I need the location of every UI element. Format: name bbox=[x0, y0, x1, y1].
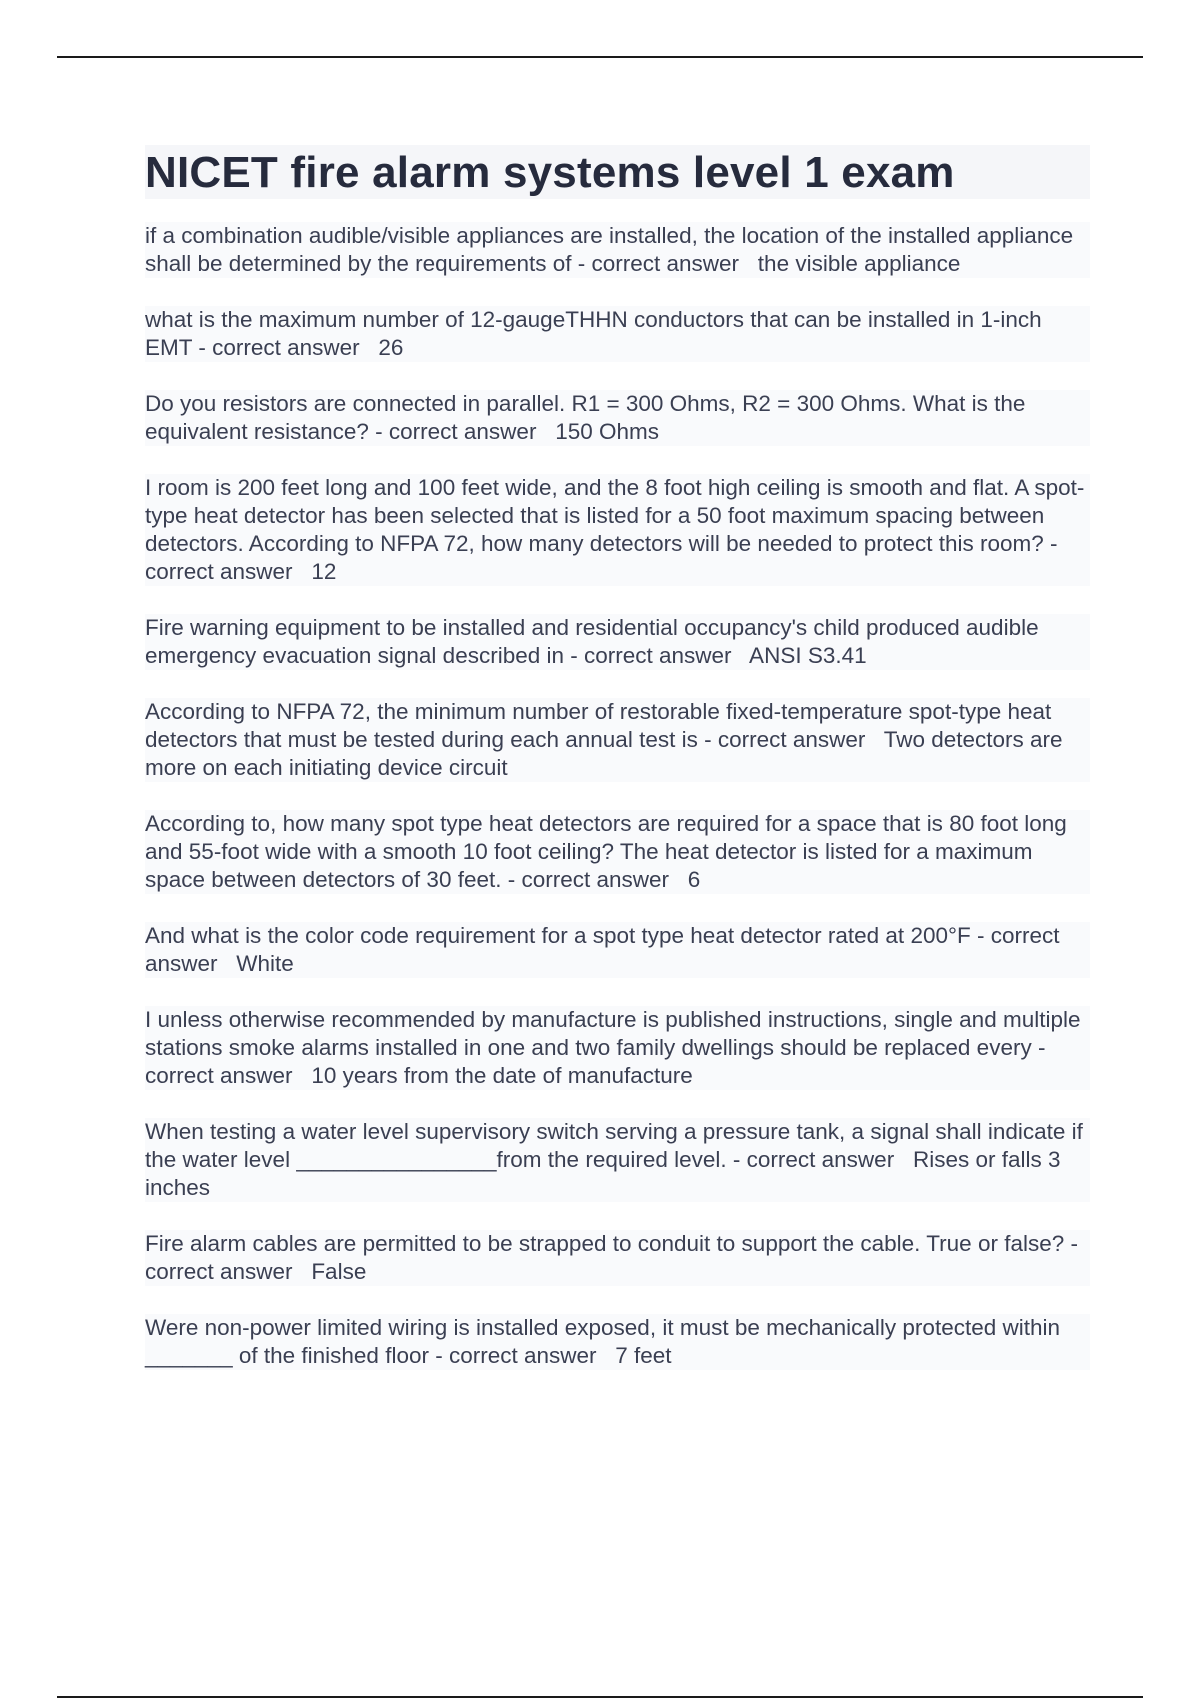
answer-text: 26 bbox=[365, 335, 404, 360]
qa-item bbox=[145, 614, 1090, 670]
answer-text: Two detectors are more on each initiating device circuit bbox=[145, 727, 1069, 780]
answer-text: 12 bbox=[298, 559, 337, 584]
question-text: According to NFPA 72, the minimum number of restorable fixed-temperature spot-type heat detectors that must be tested during each annual test is - correct answer bbox=[145, 699, 1052, 752]
qa-item bbox=[145, 810, 1090, 894]
document-body bbox=[145, 145, 1090, 1398]
qa-item bbox=[145, 306, 1090, 362]
qa-item bbox=[145, 1314, 1090, 1370]
answer-text: 7 feet bbox=[602, 1343, 672, 1368]
qa-item bbox=[145, 922, 1090, 978]
question-text: what is the maximum number of 12-gaugeTHHN conductors that can be installed in 1-inch EMT - correct answer bbox=[145, 307, 1042, 360]
answer-text: Rises or falls 3 inches bbox=[145, 1147, 1067, 1200]
question-text: I room is 200 feet long and 100 feet wide, and the 8 foot high ceiling is smooth and flat. A spot-type heat detector has been selected that is listed for a 50 foot maximum spacing between detectors. According to NFPA 72, how many detectors will be needed to protect this room? - correct answer bbox=[145, 475, 1085, 584]
question-text: Fire warning equipment to be installed and residential occupancy's child produced audible emergency evacuation signal described in - correct answer bbox=[145, 615, 1039, 668]
answer-text: 150 Ohms bbox=[542, 419, 659, 444]
answer-text: ANSI S3.41 bbox=[737, 643, 867, 668]
question-text: Do you resistors are connected in parallel. R1 = 300 Ohms, R2 = 300 Ohms. What is the equivalent resistance? - correct answer bbox=[145, 391, 1026, 444]
question-text: When testing a water level supervisory switch serving a pressure tank, a signal shall indicate if the water level ________________from the required level. - correct answer bbox=[145, 1119, 1083, 1172]
answer-text: the visible appliance bbox=[745, 251, 961, 276]
qa-item bbox=[145, 1230, 1090, 1286]
qa-item bbox=[145, 222, 1090, 278]
answer-text: False bbox=[298, 1259, 367, 1284]
question-text: Were non-power limited wiring is installed exposed, it must be mechanically protected within _______ of the finished floor - correct answer bbox=[145, 1315, 1061, 1368]
qa-item bbox=[145, 698, 1090, 782]
answer-text: 6 bbox=[675, 867, 701, 892]
document-title: NICET fire alarm systems level 1 exam bbox=[145, 145, 1090, 199]
answer-text: 10 years from the date of manufacture bbox=[298, 1063, 693, 1088]
qa-item bbox=[145, 1118, 1090, 1202]
qa-item bbox=[145, 390, 1090, 446]
question-text: According to, how many spot type heat detectors are required for a space that is 80 foot long and 55-foot wide with a smooth 10 foot ceiling? The heat detector is listed for a maximum space between detectors of 30 feet. - correct answer bbox=[145, 811, 1067, 892]
answer-text: White bbox=[223, 951, 294, 976]
question-text: I unless otherwise recommended by manufacture is published instructions, single and multiple stations smoke alarms installed in one and two family dwellings should be replaced every - correct answer bbox=[145, 1007, 1081, 1088]
question-text: if a combination audible/visible appliances are installed, the location of the installed appliance shall be determined by the requirements of - correct answer bbox=[145, 223, 1074, 276]
qa-item bbox=[145, 474, 1090, 586]
footer-rule bbox=[57, 1696, 1143, 1698]
question-text: And what is the color code requirement for a spot type heat detector rated at 200°F - correct answer bbox=[145, 923, 1060, 976]
header-rule bbox=[57, 56, 1143, 58]
qa-item bbox=[145, 1006, 1090, 1090]
question-text: Fire alarm cables are permitted to be strapped to conduit to support the cable. True or false? - correct answer bbox=[145, 1231, 1078, 1284]
